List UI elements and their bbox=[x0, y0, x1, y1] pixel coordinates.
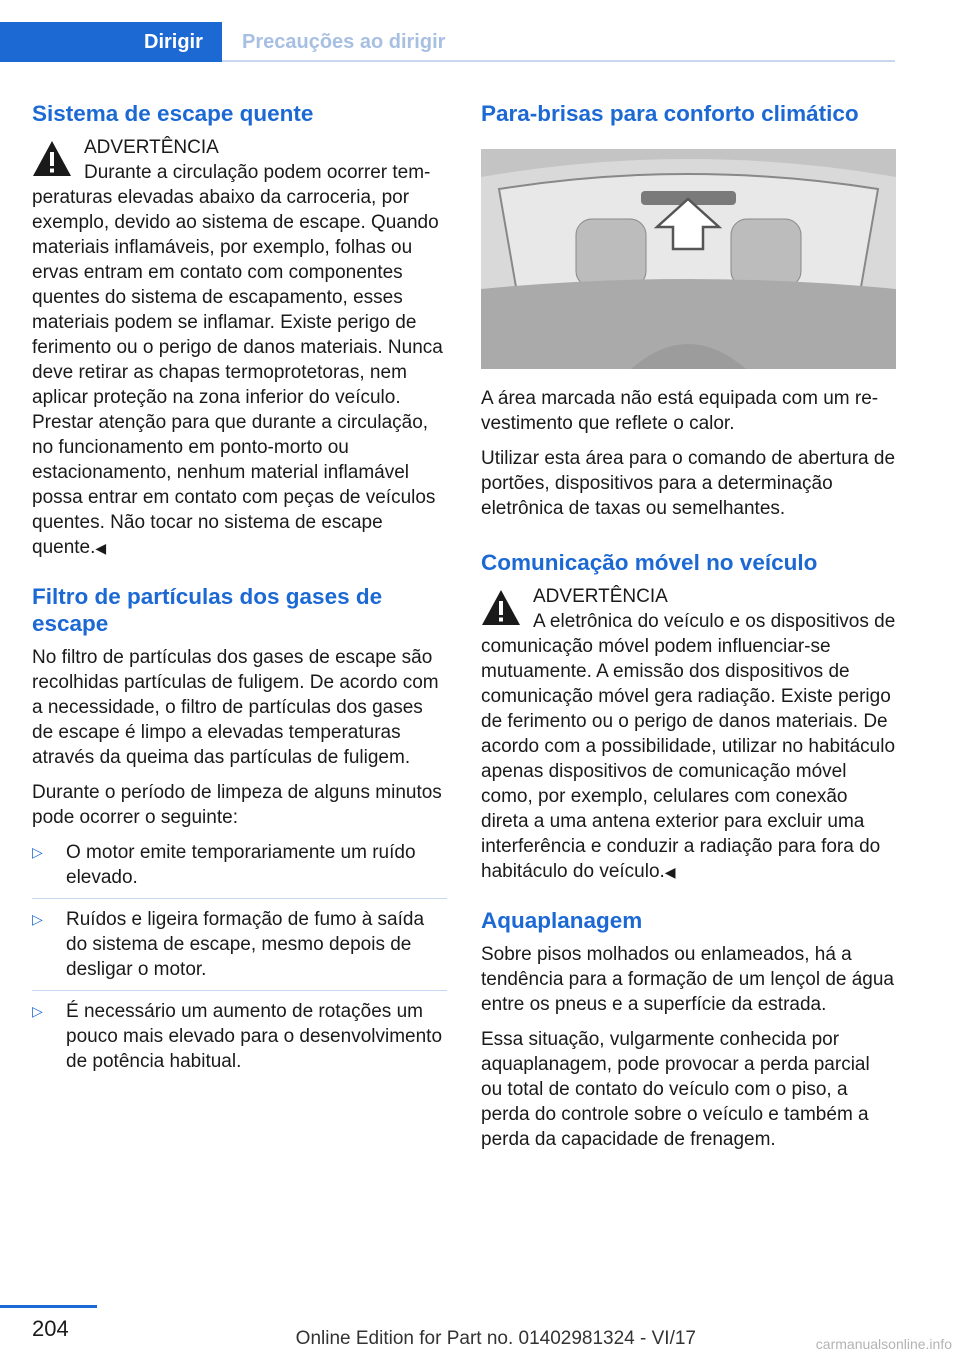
page-number-rule bbox=[0, 1305, 97, 1308]
exhaust-warning bbox=[32, 135, 447, 561]
list-divider bbox=[32, 898, 447, 899]
list-item: ▷ Ruídos e ligeira formação de fumo à saída do sistema de escape, mesmo depois de desligar o motor. bbox=[32, 909, 425, 980]
page-header bbox=[0, 0, 960, 62]
aquaplaning-paragraph-1: Sobre pisos molhados ou enlameados, há a tendência para a formação de um lençol de água entre os pneus e a superfície da estrada. bbox=[481, 944, 894, 1015]
warning-label: ADVERTÊNCIA bbox=[533, 586, 668, 607]
aquaplaning-heading: Aquaplanagem bbox=[481, 908, 643, 933]
mobile-heading: Comunicação móvel no veículo bbox=[481, 550, 818, 575]
list-divider bbox=[32, 990, 447, 991]
warning-label: ADVERTÊNCIA bbox=[84, 137, 219, 158]
aquaplaning-paragraph-2: Essa situação, vulgarmente conhecida por aquaplanagem, pode provocar a perda parcial ou total de contato do veículo com o piso, a perda do controle sobre o veículo e também a perda da capacidade de frenagem. bbox=[481, 1029, 870, 1150]
bullet-icon: ▷ bbox=[32, 911, 43, 927]
warning-triangle-icon bbox=[32, 139, 72, 179]
list-item: ▷ É necessário um aumento de rotações um pouco mais elevado para o desenvolvimento de potência habitual. bbox=[32, 1001, 443, 1072]
end-mark: ◀ bbox=[95, 540, 107, 556]
windshield-illustration bbox=[481, 149, 896, 369]
warning-text: Durante a circulação podem ocorrer temperaturas elevadas abaixo da carroceria, por exemplo, devido ao sistema de escape. Quando materiais inflamáveis, por exemplo, folhas ou ervas entram em contato com componentes quentes do sistema de escapamento, esses materiais podem se inflamar. Existe perigo de ferimento ou o perigo de danos materiais. Nunca deve retirar as chapas termoprotetoras, nem aplicar proteção na zona inferior do veículo. Prestar atenção para que durante a circulação, no funcionamento em ponto-morto ou estacionamento, nenhum material inflamável possa entrar em contato com peças de veículos quentes. Não tocar no sistema de escape quente.◀ bbox=[32, 162, 443, 558]
watermark: carmanualsonline.info bbox=[815, 1336, 952, 1352]
warning-text: A eletrônica do veículo e os dispositivos de comunicação móvel podem influenciar-se mutuamente. A emissão dos dispositivos de comunicação móvel gera radiação. Existe perigo de ferimento ou o perigo de danos materiais. De acordo com a possibilidade, utilizar no habitáculo apenas dispositivos de comunicação móvel como, por exemplo, celulares com conexão direta a uma antena exterior para excluir uma interferência e conduzir a radiação para fora do habitáculo do veículo.◀ bbox=[481, 611, 896, 882]
warning-triangle-icon bbox=[481, 588, 521, 628]
windshield-paragraph-2: Utilizar esta área para o comando de abertura de portões, dispositivos para a determinação eletrônica de taxas ou semelhantes. bbox=[481, 448, 896, 519]
windshield-heading: Para-brisas para conforto climático bbox=[481, 101, 859, 126]
bullet-icon: ▷ bbox=[32, 1003, 43, 1019]
windshield-paragraph-1: A área marcada não está equipada com um revestimento que reflete o calor. bbox=[481, 388, 879, 434]
header-divider bbox=[222, 60, 895, 62]
filter-paragraph-2: Durante o período de limpeza de alguns minutos pode ocorrer o seguinte: bbox=[32, 782, 442, 828]
filter-paragraph-1: No filtro de partículas dos gases de escape são recolhidas partículas de fuligem. De acordo com a necessidade, o filtro de partículas dos gases de escape é limpo a elevadas temperaturas através da queima das partículas de fuligem. bbox=[32, 647, 439, 768]
section-tab: Precauções ao dirigir bbox=[242, 31, 446, 53]
bullet-icon: ▷ bbox=[32, 844, 43, 860]
filter-heading: Filtro de partículas dos gases de escape bbox=[32, 584, 383, 636]
mobile-warning bbox=[481, 584, 896, 885]
left-column bbox=[32, 100, 447, 1082]
chapter-tab: Dirigir bbox=[0, 22, 222, 62]
page-number: 204 bbox=[32, 1316, 69, 1341]
exhaust-heading: Sistema de escape quente bbox=[32, 101, 314, 126]
filter-bullet-list bbox=[32, 840, 447, 1074]
end-mark: ◀ bbox=[664, 864, 676, 880]
list-item: ▷ O motor emite temporariamente um ruído elevado. bbox=[32, 842, 416, 888]
edition-footer: Online Edition for Part no. 01402981324 - VI/17 bbox=[295, 1328, 696, 1349]
right-column bbox=[481, 100, 896, 1162]
